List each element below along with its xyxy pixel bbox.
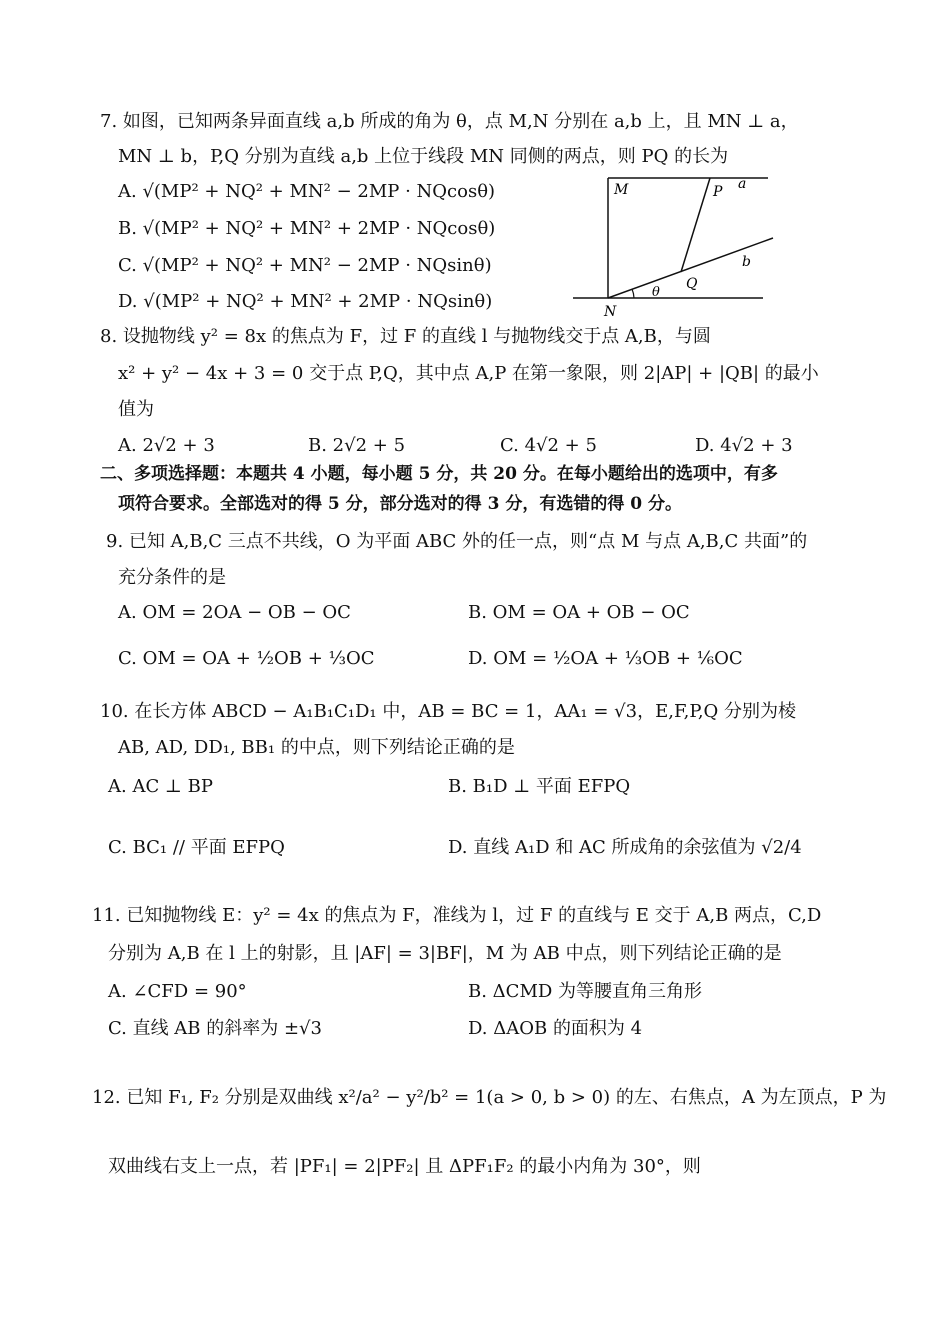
label-q: Q	[686, 276, 698, 292]
q7-figure-svg	[568, 170, 783, 318]
label-p: P	[713, 184, 723, 200]
q8-line1: 8. 设抛物线 y² = 8x 的焦点为 F，过 F 的直线 l 与抛物线交于点 A,B，与圆	[100, 326, 711, 347]
segment-pq	[681, 178, 710, 272]
q10-line2: AB, AD, DD₁, BB₁ 的中点，则下列结论正确的是	[118, 737, 515, 758]
q9-option-a: A. OM = 2OA − OB − OC	[118, 602, 351, 623]
label-theta: θ	[652, 285, 660, 300]
q9-line1: 9. 已知 A,B,C 三点不共线，O 为平面 ABC 外的任一点，则“点 M 与点 A,B,C 共面”的	[106, 531, 808, 552]
label-b: b	[742, 254, 751, 270]
q8-line2: x² + y² − 4x + 3 = 0 交于点 P,Q，其中点 A,P 在第一象限，则 2|AP| + |QB| 的最小	[118, 363, 819, 384]
q10-line1: 10. 在长方体 ABCD − A₁B₁C₁D₁ 中，AB = BC = 1，AA₁ = √3，E,F,P,Q 分别为棱	[100, 701, 797, 722]
section2-line2: 项符合要求。全部选对的得 5 分，部分选对的得 3 分，有选错的得 0 分。	[118, 494, 682, 514]
q7-option-b: B. √(MP² + NQ² + MN² + 2MP · NQcosθ)	[118, 218, 496, 239]
q9-option-c: C. OM = OA + ½OB + ⅓OC	[118, 648, 375, 669]
q11-option-a: A. ∠CFD = 90°	[108, 981, 247, 1002]
q12-line2: 双曲线右支上一点，若 |PF₁| = 2|PF₂| 且 ΔPF₁F₂ 的最小内角为 30°，则	[108, 1156, 701, 1177]
q11-option-b: B. ΔCMD 为等腰直角三角形	[468, 981, 703, 1002]
section2-line1: 二、多项选择题：本题共 4 小题，每小题 5 分，共 20 分。在每小题给出的选项中，有多	[100, 464, 778, 484]
q8-line3: 值为	[118, 399, 154, 420]
q8-option-a: A. 2√2 + 3	[118, 435, 215, 456]
q8-option-c: C. 4√2 + 5	[500, 435, 597, 456]
q10-option-a: A. AC ⊥ BP	[108, 776, 213, 797]
q7-line2: MN ⊥ b，P,Q 分别为直线 a,b 上位于线段 MN 同侧的两点，则 PQ 的长为	[118, 146, 729, 167]
q11-option-c: C. 直线 AB 的斜率为 ±√3	[108, 1018, 322, 1039]
q12-line1: 12. 已知 F₁, F₂ 分别是双曲线 x²/a² − y²/b² = 1(a > 0, b > 0) 的左、右焦点，A 为左顶点，P 为	[92, 1087, 887, 1108]
label-m: M	[614, 182, 629, 198]
q8-option-b: B. 2√2 + 5	[308, 435, 406, 456]
q7-option-a: A. √(MP² + NQ² + MN² − 2MP · NQcosθ)	[118, 181, 496, 202]
q10-option-d: D. 直线 A₁D 和 AC 所成角的余弦值为 √2/4	[448, 837, 802, 858]
label-n: N	[604, 304, 617, 318]
q10-option-b: B. B₁D ⊥ 平面 EFPQ	[448, 776, 631, 797]
q10-option-c: C. BC₁ // 平面 EFPQ	[108, 837, 285, 858]
q9-line2: 充分条件的是	[118, 567, 226, 588]
q11-option-d: D. ΔAOB 的面积为 4	[468, 1018, 643, 1039]
label-a: a	[738, 176, 747, 192]
angle-arc	[632, 289, 634, 298]
q7-option-d: D. √(MP² + NQ² + MN² + 2MP · NQsinθ)	[118, 291, 493, 312]
q7-line1: 7. 如图，已知两条异面直线 a,b 所成的角为 θ，点 M,N 分别在 a,b 上，且 MN ⊥ a，	[100, 111, 799, 132]
q9-option-d: D. OM = ½OA + ⅓OB + ⅙OC	[468, 648, 743, 669]
q7-figure	[568, 170, 783, 318]
q11-line2: 分别为 A,B 在 l 上的射影，且 |AF| = 3|BF|，M 为 AB 中点，则下列结论正确的是	[108, 943, 782, 964]
q7-option-c: C. √(MP² + NQ² + MN² − 2MP · NQsinθ)	[118, 255, 492, 276]
q8-option-d: D. 4√2 + 3	[695, 435, 793, 456]
q11-line1: 11. 已知抛物线 E：y² = 4x 的焦点为 F，准线为 l，过 F 的直线与 E 交于 A,B 两点，C,D	[92, 905, 822, 926]
q9-option-b: B. OM = OA + OB − OC	[468, 602, 690, 623]
